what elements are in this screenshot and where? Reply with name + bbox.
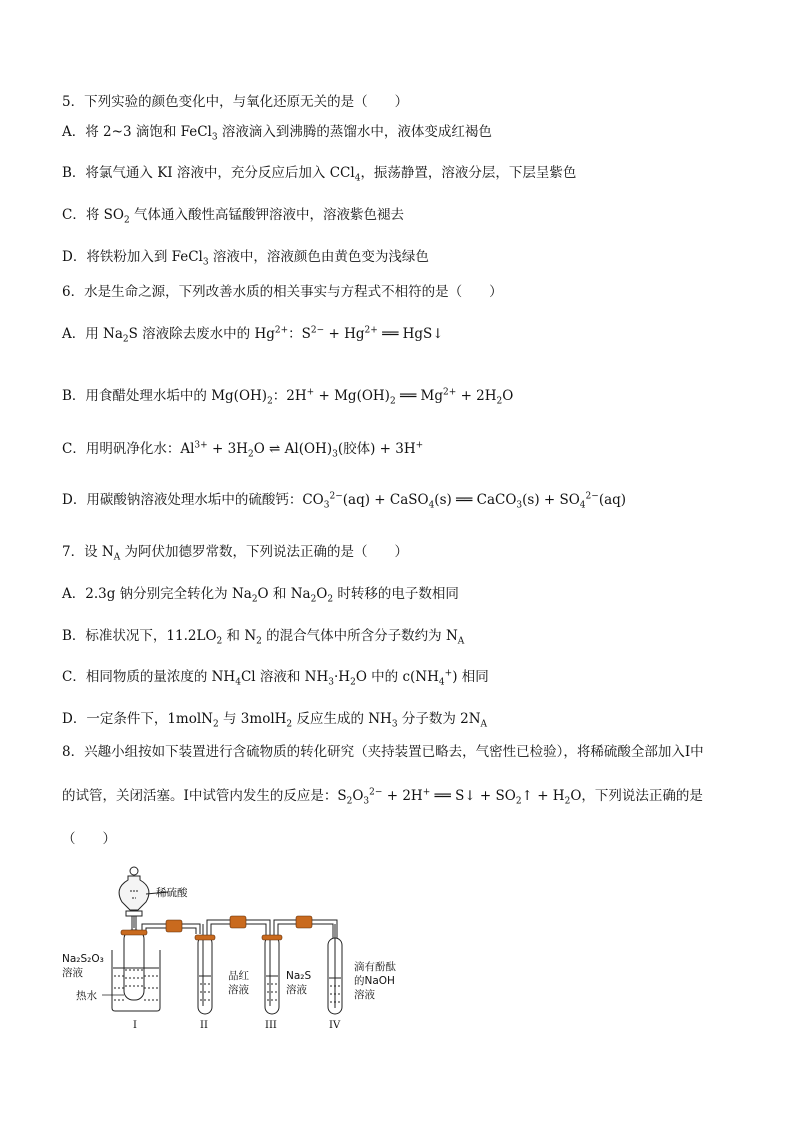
stopper-tube-iii: [262, 935, 282, 940]
connector-1: [166, 920, 182, 932]
apparatus-diagram: [62, 858, 442, 1033]
q8-line-3: （ ）: [62, 831, 116, 847]
separatory-funnel: [119, 876, 149, 910]
apparatus-svg: [62, 858, 442, 1033]
q7-option-c: C．相同物质的量浓度的 $NH_4Cl$ 溶液和 $NH_3\cdot H_2O$ 中的 $c(NH_4^+)$ 相同: [62, 668, 489, 688]
tube-iv-label-2: 的NaOH: [354, 975, 395, 987]
reaction-tube-i: [124, 930, 144, 1000]
stopper-tube-i: [121, 930, 147, 935]
acid-label: 稀硫酸: [156, 887, 188, 899]
q6-option-a: A．用 $Na_2S$ 溶液除去废水中的 $Hg^{2+}$：$S^{2-} + Hg^{2+}$ ══ HgS↓: [62, 325, 444, 345]
q6-stem: 6．水是生命之源，下列改善水质的相关事实与方程式不相符的是（ ）: [62, 284, 503, 300]
tube-ii-numeral: II: [200, 1020, 208, 1031]
funnel-stopper: [130, 867, 138, 875]
q5-option-b: B．将氯气通入 KI 溶液中，充分反应后加入 CCl$_4$，振荡静置，溶液分层，下层呈紫色: [62, 165, 577, 184]
q7-option-b: B．标准状况下，$11.2LO_2$ 和 $N_2$ 的混合气体中所含分子数约为 $N_A$: [62, 628, 465, 647]
q7-option-a: A．2.3g 钠分别完全转化为 $Na_2O$ 和 $Na_2O_2$ 时转移的电子数相同: [62, 586, 459, 605]
q6-option-c: C．用明矾净化水：$Al^{3+} + 3H_2O$ ⇌ $Al(OH)_3$(胶体) + 3H+: [62, 440, 424, 460]
connector-3: [296, 916, 312, 928]
test-tube-iii: [265, 936, 279, 1014]
beaker-solution-label: 溶液: [62, 967, 83, 979]
tube-ii-label-1: 品红: [228, 970, 249, 982]
q6-option-d: D．用碳酸钠溶液处理水垢中的硫酸钙：$CO_3^{2-}(aq)$ + CaSO$_4$(s) ══ CaCO$_3$(s) + $SO_4^{2-}(aq)$: [62, 491, 627, 511]
q8-line-2: 的试管，关闭活塞。Ⅰ中试管内发生的反应是：$S_2O_3^{2-} + 2H^+$ ══ S↓ + $SO_2↑ + H_2O$，下列说法正确的是: [62, 787, 703, 807]
tube-i-numeral: I: [133, 1020, 137, 1031]
q7-stem: 7．设 $N_A$ 为阿伏加德罗常数，下列说法正确的是（ ）: [62, 544, 408, 563]
connector-2: [230, 916, 246, 928]
tube-iii-numeral: III: [265, 1020, 277, 1031]
tube-iv-label-1: 滴有酚酞: [354, 961, 396, 973]
q5-option-c: C．将 $SO_2$ 气体通入酸性高锰酸钾溶液中，溶液紫色褪去: [62, 207, 404, 226]
funnel-stopcock: [126, 911, 142, 916]
tube-iv-label-3: 溶液: [354, 989, 375, 1001]
q5-stem: 5．下列实验的颜色变化中，与氧化还原无关的是（ ）: [62, 94, 409, 110]
q8-line-1: 8．兴趣小组按如下装置进行含硫物质的转化研究（夹持装置已略去，气密性已检验），将稀硫酸全部加入Ⅰ中: [62, 744, 704, 760]
tube-iii-label-1: Na₂S: [286, 970, 312, 982]
q6-option-b: B．用食醋处理水垢中的 $Mg(OH)_2$：$2H^+ + Mg(OH)_2$ ══ $Mg^{2+} + 2H_2O$: [62, 387, 514, 407]
tube-iii-label-2: 溶液: [286, 984, 307, 996]
tube-ii-label-2: 溶液: [228, 984, 249, 996]
beaker-reagent-label: Na₂S₂O₃: [62, 953, 104, 965]
hot-water-label: 热水: [76, 990, 97, 1002]
q5-option-a: A．将 2~3 滴饱和 FeCl$_3$ 溶液滴入到沸腾的蒸馏水中，液体变成红褐色: [62, 124, 492, 143]
q5-option-d: D．将铁粉加入到 FeCl$_3$ 溶液中，溶液颜色由黄色变为浅绿色: [62, 249, 429, 268]
test-tube-ii: [198, 936, 212, 1014]
stopper-tube-ii: [195, 935, 215, 940]
tube-iv-numeral: IV: [329, 1020, 341, 1031]
q7-option-d: D．一定条件下，1molN$_2$ 与 3molH$_2$ 反应生成的 $NH_3$ 分子数为 $2N_A$: [62, 711, 488, 730]
